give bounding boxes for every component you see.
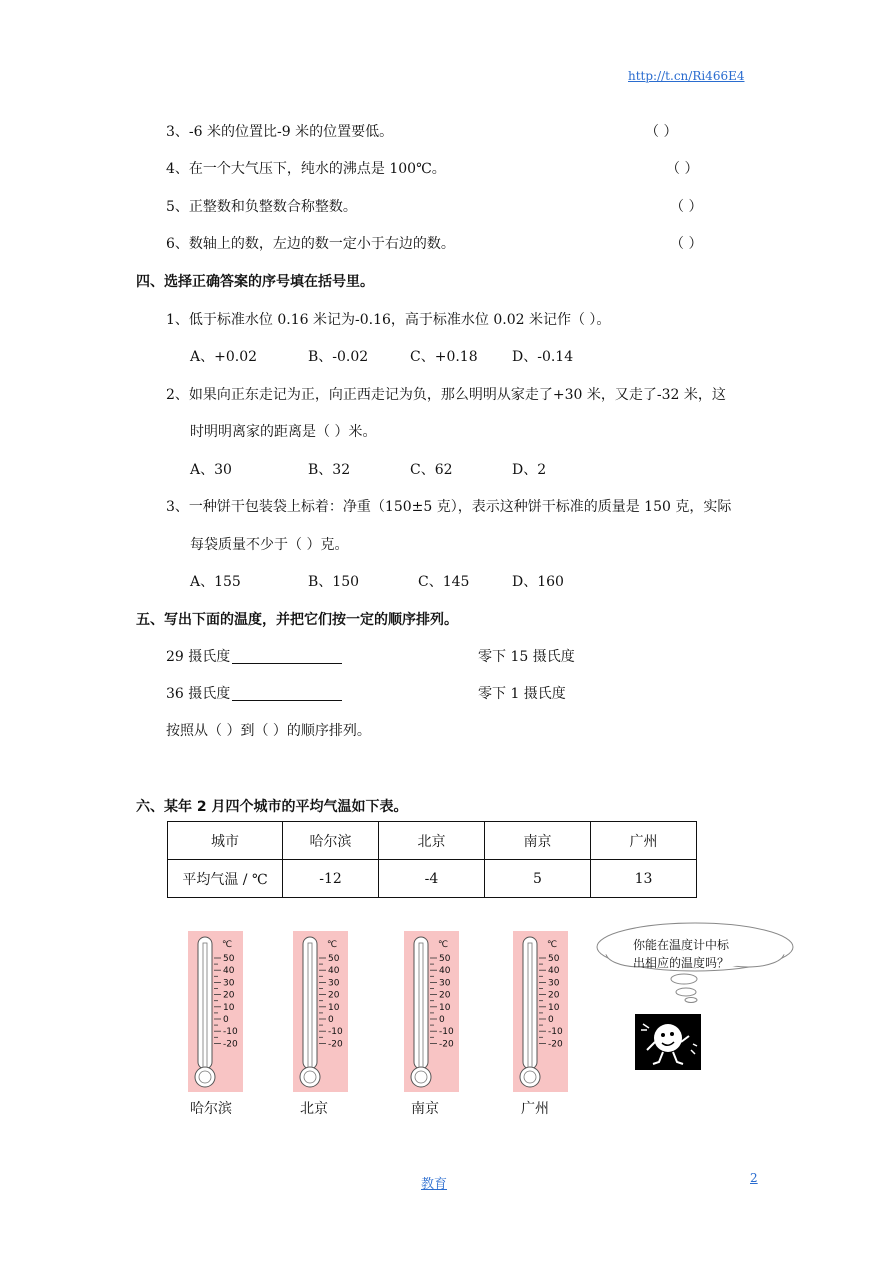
- thermometer-tick-label: 10: [223, 1002, 235, 1013]
- table-cell: 13: [591, 860, 697, 898]
- thermometer-city-label: 南京: [411, 1101, 439, 1117]
- temp-29-label: 29 摄氏度: [166, 649, 231, 665]
- section-6-title: 六、某年 2 月四个城市的平均气温如下表。: [136, 799, 408, 815]
- temperature-table: [167, 821, 697, 898]
- thermometer-icon: [404, 931, 459, 1092]
- thermometer-tick-label: -20: [223, 1039, 238, 1050]
- tf-item-4: 4、在一个大气压下，纯水的沸点是 100℃。: [166, 161, 446, 177]
- page-number: 2: [750, 1171, 758, 1185]
- q4-2-option-d[interactable]: D、2: [512, 462, 547, 478]
- thermometer-tick-label: 40: [439, 966, 451, 977]
- tf-answer-3[interactable]: （ ）: [645, 124, 678, 140]
- thermometer-tick-label: 0: [439, 1015, 445, 1025]
- thermometer-tick-label: -10: [439, 1027, 454, 1038]
- order-sentence: 按照从（ ）到（ ）的顺序排列。: [166, 723, 371, 739]
- thermometer-tick-label: 50: [328, 954, 340, 964]
- q4-1-option-a[interactable]: A、+0.02: [190, 349, 258, 365]
- thermometer-tick-label: 30: [328, 978, 340, 989]
- q4-3-line1: 3、一种饼干包装袋上标着：净重（150±5 克），表示这种饼干标准的质量是 150 克，实际: [166, 499, 732, 515]
- thermometer-tick-label: 30: [223, 978, 235, 989]
- temp-minus-1: 零下 1 摄氏度: [478, 686, 566, 702]
- q4-1-option-d[interactable]: D、-0.14: [512, 349, 574, 365]
- q4-3-line2: 每袋质量不少于（ ）克。: [190, 537, 349, 553]
- thermometer-tick-label: -10: [548, 1027, 563, 1038]
- thermometer-2[interactable]: [404, 931, 459, 1092]
- thermometer-unit: ℃: [222, 940, 233, 950]
- cloud-line-1: 你能在温度计中标: [633, 938, 730, 952]
- thermometer-tick-label: 0: [223, 1015, 229, 1025]
- thermometer-unit: ℃: [438, 940, 449, 950]
- q4-1-option-c[interactable]: C、+0.18: [410, 349, 478, 365]
- thermometer-tick-label: -10: [223, 1027, 238, 1038]
- temp-29: [166, 646, 342, 666]
- thermometer-1[interactable]: [293, 931, 348, 1092]
- speech-cloud-text: [633, 936, 729, 972]
- thermometer-tick-label: 20: [548, 990, 560, 1001]
- tf-answer-5[interactable]: （ ）: [670, 199, 703, 215]
- tf-item-3: 3、-6 米的位置比-9 米的位置要低。: [166, 124, 394, 140]
- temp-29-blank[interactable]: [232, 649, 342, 664]
- thermometer-unit: ℃: [327, 940, 338, 950]
- thermometer-tick-label: 10: [548, 1002, 560, 1013]
- table-row: [168, 860, 697, 898]
- thermometer-city-label: 哈尔滨: [190, 1101, 232, 1117]
- tf-answer-6[interactable]: （ ）: [670, 236, 703, 252]
- cloud-line-2: 出相应的温度吗？: [633, 956, 730, 970]
- q4-2-option-a[interactable]: A、30: [190, 462, 232, 478]
- q4-1-text: 1、低于标准水位 0.16 米记为-0.16，高于标准水位 0.02 米记作（ ）。: [166, 312, 611, 328]
- tf-item-6: 6、数轴上的数，左边的数一定小于右边的数。: [166, 236, 455, 252]
- thermometer-tick-label: 40: [223, 966, 235, 977]
- table-cell: 平均气温 / ℃: [168, 860, 283, 898]
- thermometer-tick-label: 20: [439, 990, 451, 1001]
- cartoon-character-icon: [635, 1014, 701, 1070]
- temp-minus-15: 零下 15 摄氏度: [478, 649, 575, 665]
- thermometer-tick-label: 40: [328, 966, 340, 977]
- thermometer-tick-label: -20: [439, 1039, 454, 1050]
- thermometer-tick-label: 20: [223, 990, 235, 1001]
- thermometer-tick-label: 40: [548, 966, 560, 977]
- thermometer-icon: [188, 931, 243, 1092]
- temp-36-label: 36 摄氏度: [166, 686, 231, 702]
- thermometer-tick-label: -20: [548, 1039, 563, 1050]
- thermometer-icon: [513, 931, 568, 1092]
- table-cell: 北京: [379, 822, 485, 860]
- tf-answer-4[interactable]: （ ）: [666, 161, 699, 177]
- header-link[interactable]: http://t.cn/Ri466E4: [628, 69, 745, 83]
- q4-3-option-d[interactable]: D、160: [512, 574, 564, 590]
- table-cell: -4: [379, 860, 485, 898]
- q4-2-line1: 2、如果向正东走记为正，向正西走记为负，那么明明从家走了+30 米，又走了-32 米，这: [166, 387, 726, 403]
- thermometer-tick-label: -20: [328, 1039, 343, 1050]
- table-cell: 广州: [591, 822, 697, 860]
- thermometer-icon: [293, 931, 348, 1092]
- section-5-title: 五、写出下面的温度，并把它们按一定的顺序排列。: [136, 612, 458, 628]
- thermometer-unit: ℃: [547, 940, 558, 950]
- thermometer-tick-label: 10: [439, 1002, 451, 1013]
- q4-3-option-c[interactable]: C、145: [418, 574, 470, 590]
- q4-2-option-b[interactable]: B、32: [308, 462, 351, 478]
- thermometer-tick-label: 50: [548, 954, 560, 964]
- thermometer-city-label: 广州: [521, 1101, 549, 1117]
- thermometer-tick-label: 0: [328, 1015, 334, 1025]
- tf-item-5: 5、正整数和负整数合称整数。: [166, 199, 357, 215]
- q4-3-option-b[interactable]: B、150: [308, 574, 360, 590]
- thermometer-tick-label: 20: [328, 990, 340, 1001]
- thermometer-tick-label: 10: [328, 1002, 340, 1013]
- temp-36: [166, 683, 342, 703]
- thermometer-0[interactable]: [188, 931, 243, 1092]
- q4-1-option-b[interactable]: B、-0.02: [308, 349, 369, 365]
- table-cell: 南京: [485, 822, 591, 860]
- thermometer-tick-label: 30: [548, 978, 560, 989]
- q4-3-option-a[interactable]: A、155: [190, 574, 241, 590]
- thermometer-tick-label: -10: [328, 1027, 343, 1038]
- table-cell: 哈尔滨: [283, 822, 379, 860]
- table-cell: -12: [283, 860, 379, 898]
- thermometer-3[interactable]: [513, 931, 568, 1092]
- thermometer-tick-label: 0: [548, 1015, 554, 1025]
- thermometer-tick-label: 30: [439, 978, 451, 989]
- table-cell: 5: [485, 860, 591, 898]
- q4-2-option-c[interactable]: C、62: [410, 462, 453, 478]
- table-header-row: [168, 822, 697, 860]
- footer-link[interactable]: 教育: [421, 1177, 448, 1192]
- q4-2-line2: 时明明离家的距离是（ ）米。: [190, 424, 377, 440]
- thermometer-tick-label: 50: [223, 954, 235, 964]
- thermometer-city-label: 北京: [300, 1101, 328, 1117]
- section-4-title: 四、选择正确答案的序号填在括号里。: [136, 274, 374, 290]
- table-cell: 城市: [168, 822, 283, 860]
- thermometer-tick-label: 50: [439, 954, 451, 964]
- temp-36-blank[interactable]: [232, 686, 342, 701]
